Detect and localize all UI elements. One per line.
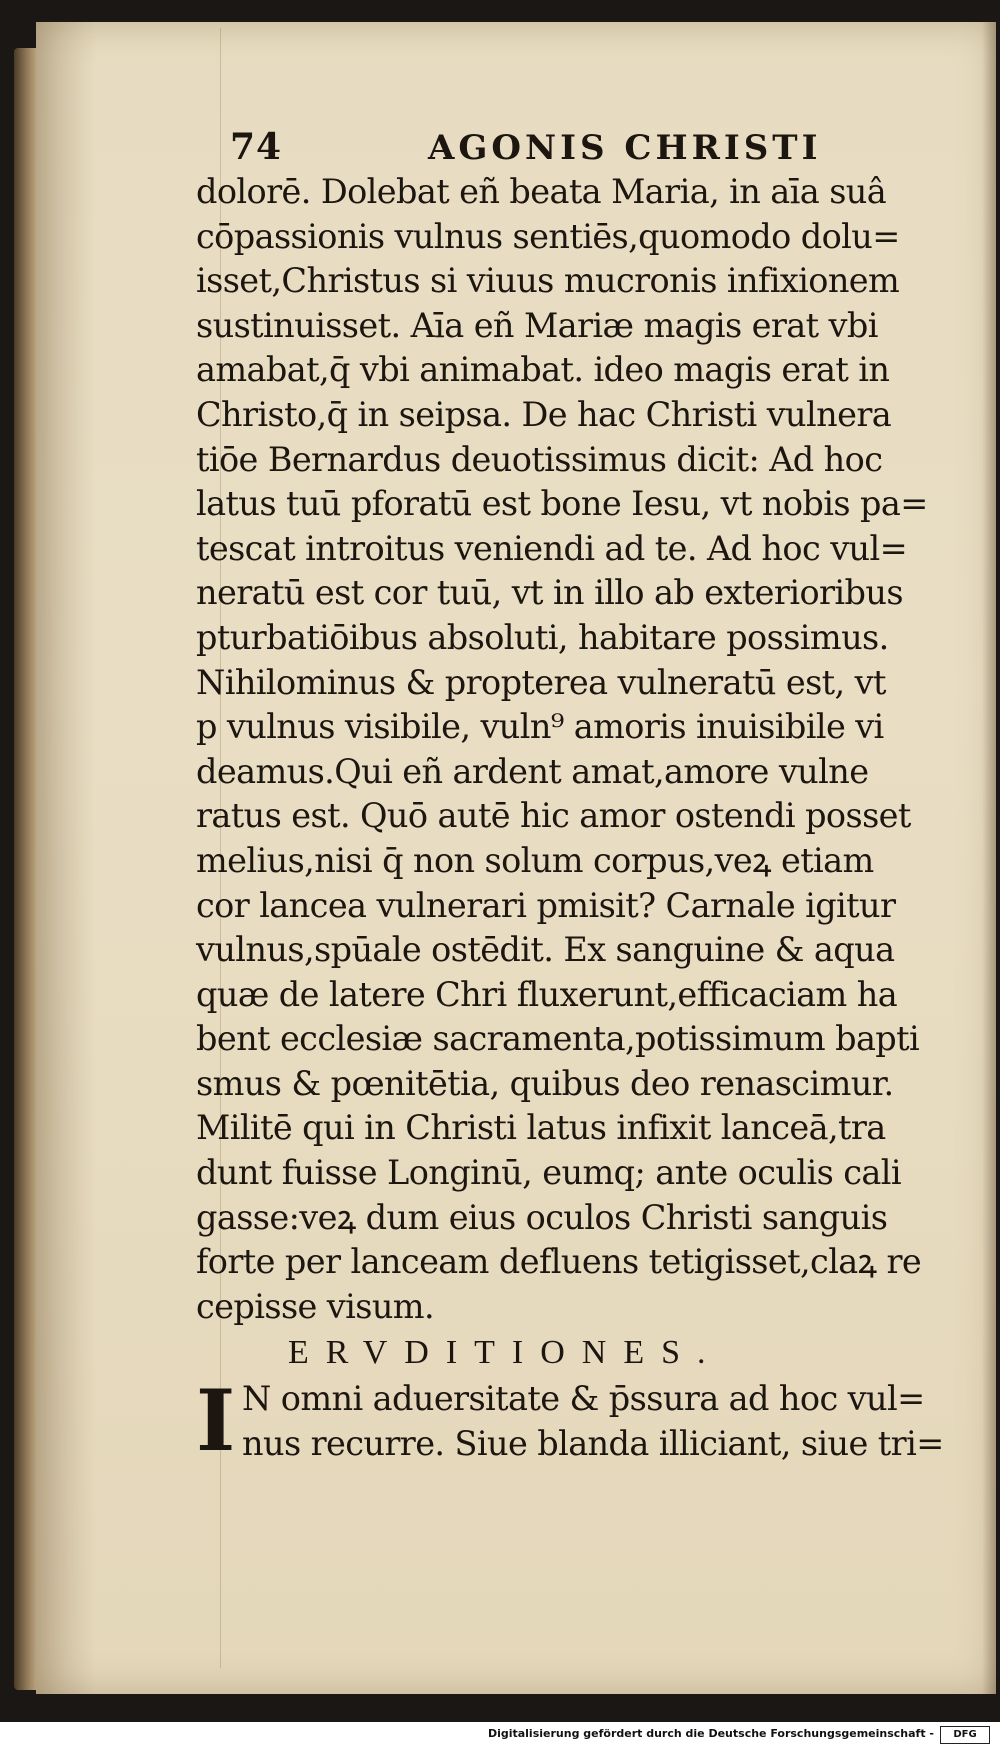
text-line: neratū est cor tuū, vt in illo ab exterioribus — [196, 573, 903, 613]
text-line: bent ecclesiæ sacramenta,potissimum bapti — [196, 1019, 920, 1059]
section-paragraph — [196, 1371, 944, 1471]
text-line: Militē qui in Christi latus infixit lanceā,tra — [196, 1108, 886, 1148]
text-line: cor lancea vulnerari pmisit? Carnale igitur — [196, 885, 896, 925]
text-line: Christo,q̄ in seipsa. De hac Christi vulnera — [196, 394, 892, 434]
text-line: dolorē. Dolebat eñ beata Maria, in aīa suâ — [196, 172, 887, 211]
text-line: dunt fuisse Longinū, eumq; ante oculis cali — [196, 1153, 902, 1193]
text-line: latus tuū pforatū est bone Iesu, vt nobis pa= — [196, 484, 928, 524]
section-heading: ERVDITIONES. — [288, 1334, 723, 1372]
text-line: sustinuisset. Aīa eñ Mariæ magis erat vbi — [196, 305, 878, 345]
text-line: deamus.Qui eñ ardent amat,amore vulne — [196, 751, 869, 791]
text-line: isset,Christus si viuus mucronis infixionem — [196, 261, 900, 301]
text-line: quæ de latere Chri fluxerunt,efficaciam ha — [196, 974, 898, 1014]
running-head-title: AGONIS CHRISTI — [428, 128, 822, 168]
paper-repair-strip — [40, 28, 221, 1668]
digitization-credit: Digitalisierung gefördert durch die Deutsche Forschungsgemeinschaft - — [487, 1727, 934, 1740]
dfg-logo: DFG — [940, 1726, 990, 1744]
drop-initial: I — [196, 1371, 236, 1471]
text-line: N omni aduersitate & p̄ssura ad hoc vul= — [242, 1379, 925, 1419]
text-line: p vulnus visibile, vuln⁹ amoris inuisibile vi — [196, 707, 884, 747]
text-line: smus & pœnitētia, quibus deo renascimur. — [196, 1063, 894, 1103]
text-line: melius,nisi q̄ non solum corpus,veꝝ etiam — [196, 840, 874, 880]
text-line: tescat introitus veniendi ad te. Ad hoc vul= — [196, 528, 908, 568]
text-line: pturbatiōibus absoluti, habitare possimus. — [196, 617, 889, 657]
digitization-credit-bar — [0, 1722, 1000, 1747]
text-line: vulnus,spūale ostēdit. Ex sanguine & aqua — [196, 930, 895, 970]
text-line: forte per lanceam defluens tetigisset,claꝝ re — [196, 1242, 922, 1282]
text-line: cepisse visum. — [196, 1286, 435, 1326]
body-text — [196, 170, 940, 1329]
text-line: nus recurre. Siue blanda illiciant, siue tri= — [242, 1424, 944, 1464]
page-right-shadow — [982, 22, 996, 1694]
text-line: Nihilominus & propterea vulneratū est, vt — [196, 662, 886, 702]
text-line: tiōe Bernardus deuotissimus dicit: Ad hoc — [196, 439, 883, 479]
text-line: ratus est. Quō autē hic amor ostendi posset — [196, 796, 911, 836]
page-number: 74 — [230, 126, 283, 168]
text-line: cōpassionis vulnus sentiēs,quomodo dolu= — [196, 216, 900, 256]
running-head — [196, 124, 940, 170]
text-line: gasse:veꝝ dum eius oculos Christi sanguis — [196, 1197, 888, 1237]
page-text-block — [196, 124, 944, 1471]
text-line: amabat,q̄ vbi animabat. ideo magis erat in — [196, 350, 890, 390]
